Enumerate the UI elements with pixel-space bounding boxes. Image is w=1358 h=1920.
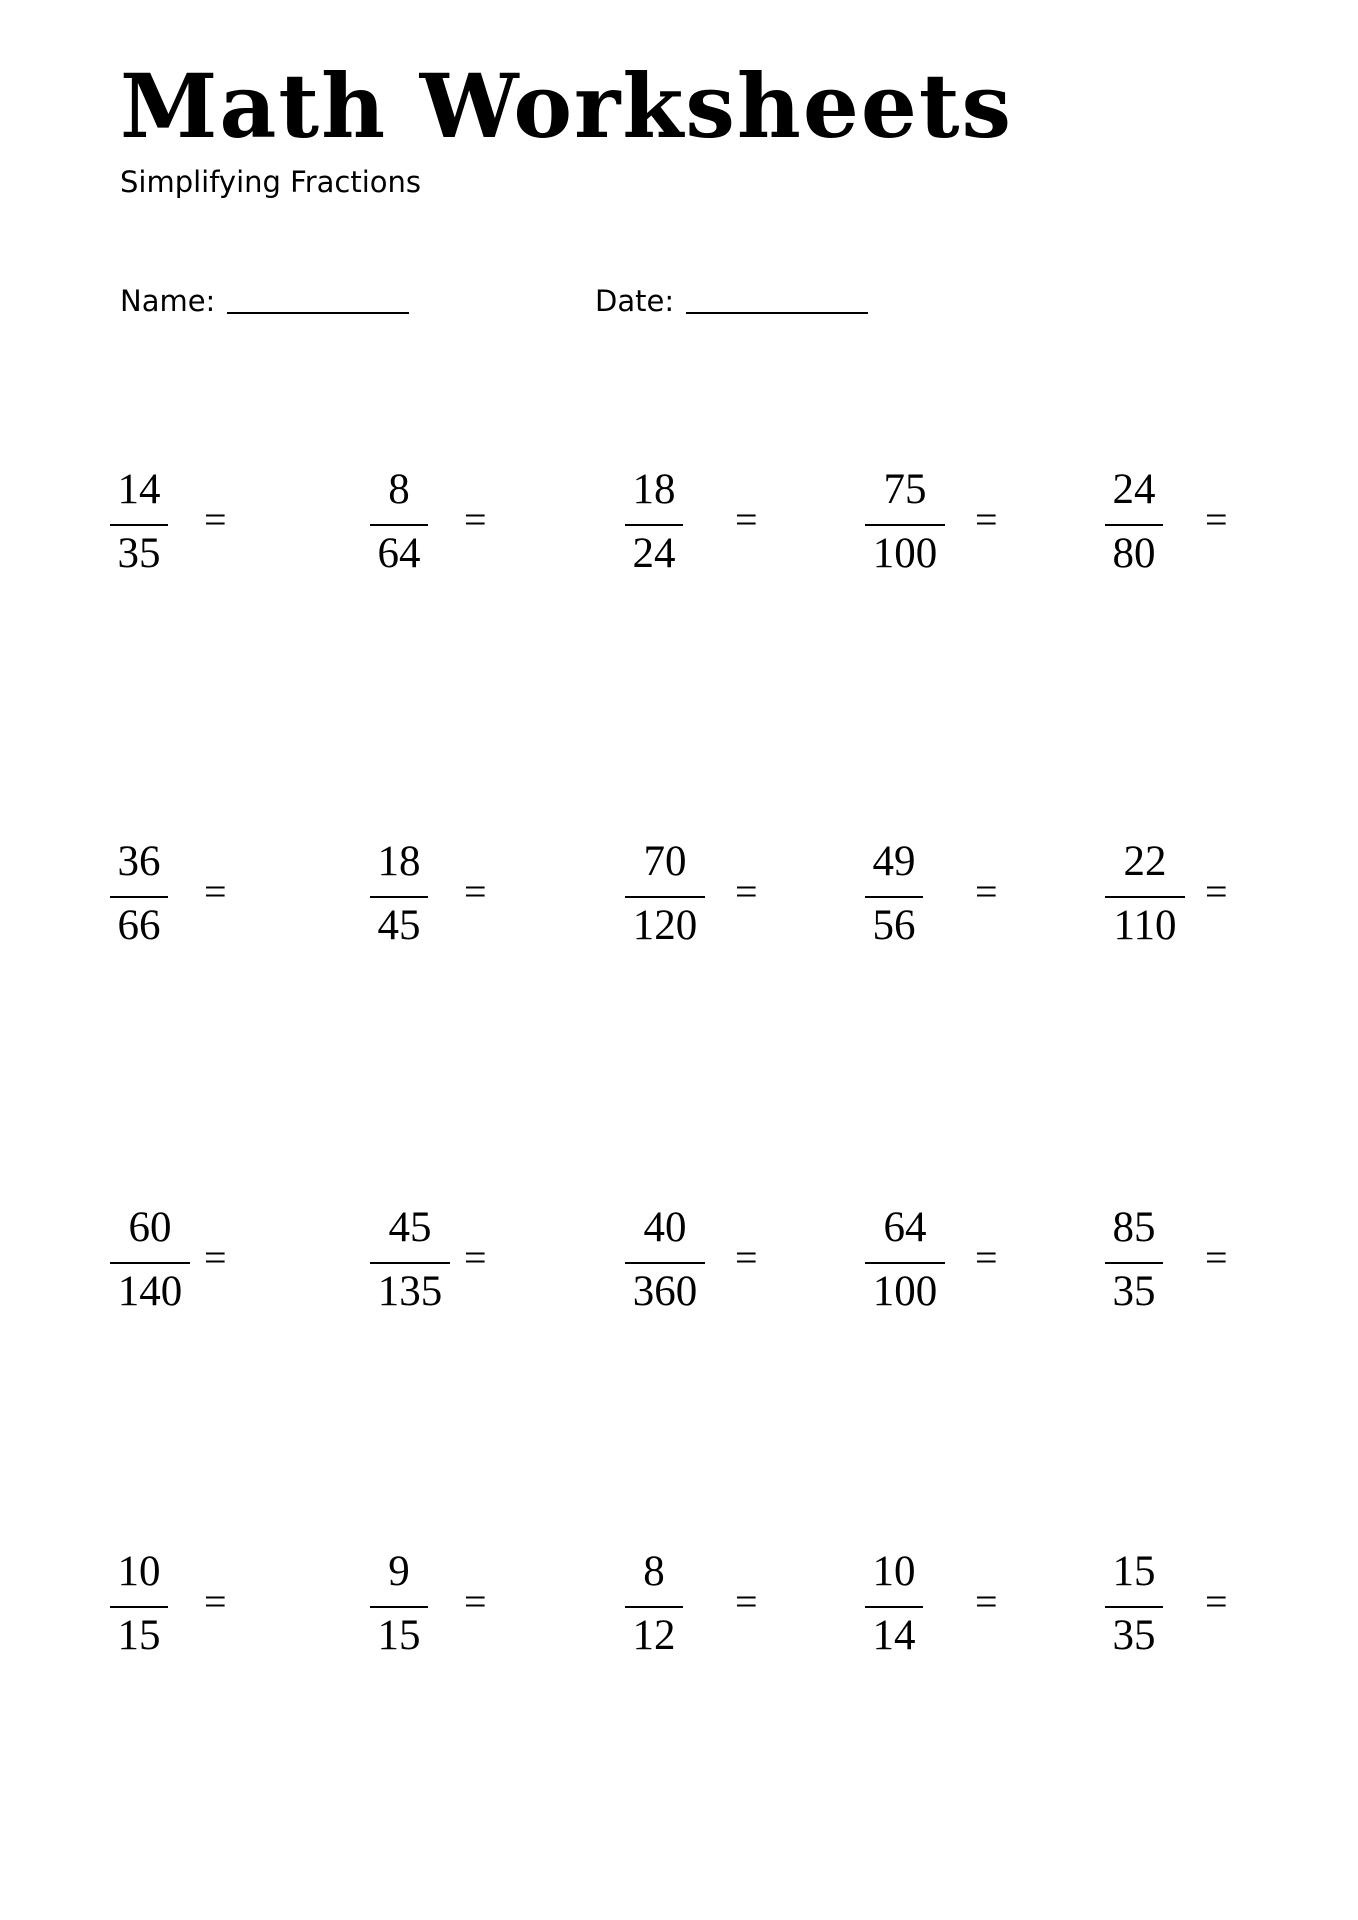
fraction-bar <box>865 896 923 898</box>
fraction <box>625 1540 683 1670</box>
fraction <box>1105 1540 1163 1670</box>
fraction-problem <box>370 1196 630 1326</box>
equals-sign: = <box>464 869 487 914</box>
denominator: 24 <box>632 530 676 577</box>
fraction-bar <box>865 1606 923 1608</box>
denominator: 14 <box>872 1612 916 1659</box>
numerator: 64 <box>883 1204 927 1251</box>
equals-sign: = <box>975 1235 998 1280</box>
denominator: 35 <box>117 530 161 577</box>
equals-sign: = <box>204 497 227 542</box>
fraction-bar <box>625 1606 683 1608</box>
fraction-problem <box>1105 458 1358 588</box>
equals-sign: = <box>735 1235 758 1280</box>
fraction-problem <box>110 1540 370 1670</box>
fraction-problem <box>1105 1196 1358 1326</box>
fraction-bar <box>370 1606 428 1608</box>
fraction-bar <box>1105 1606 1163 1608</box>
fraction-problem <box>865 830 1125 960</box>
numerator: 18 <box>377 838 421 885</box>
numerator: 45 <box>388 1204 432 1251</box>
numerator: 75 <box>883 466 927 513</box>
fraction-problem <box>1105 830 1358 960</box>
date-label: Date: <box>595 284 675 318</box>
fraction <box>370 458 428 588</box>
fraction-problem <box>625 830 885 960</box>
fraction <box>1105 458 1163 588</box>
fraction-bar <box>110 524 168 526</box>
fraction <box>110 1196 190 1326</box>
fraction <box>865 1196 945 1326</box>
equals-sign: = <box>204 1235 227 1280</box>
numerator: 8 <box>643 1548 665 1595</box>
fraction-problem <box>370 830 630 960</box>
denominator: 35 <box>1112 1612 1156 1659</box>
fraction-bar <box>1105 1262 1163 1264</box>
denominator: 15 <box>377 1612 421 1659</box>
fraction-problem <box>865 458 1125 588</box>
denominator: 56 <box>872 902 916 949</box>
numerator: 15 <box>1112 1548 1156 1595</box>
date-field <box>595 276 868 316</box>
fraction <box>370 1196 450 1326</box>
page-title: Math Worksheets <box>120 54 1014 158</box>
denominator: 15 <box>117 1612 161 1659</box>
denominator: 66 <box>117 902 161 949</box>
equals-sign: = <box>204 869 227 914</box>
equals-sign: = <box>735 1579 758 1624</box>
denominator: 135 <box>377 1268 443 1315</box>
equals-sign: = <box>464 1579 487 1624</box>
fraction-problem <box>625 458 885 588</box>
fraction-problem <box>110 830 370 960</box>
fraction-bar <box>1105 524 1163 526</box>
fraction-problem <box>625 1196 885 1326</box>
numerator: 22 <box>1123 838 1167 885</box>
page-subtitle: Simplifying Fractions <box>120 165 422 199</box>
fraction <box>625 1196 705 1326</box>
fraction <box>625 458 683 588</box>
equals-sign: = <box>1205 1579 1228 1624</box>
numerator: 9 <box>388 1548 410 1595</box>
numerator: 70 <box>643 838 687 885</box>
fraction-bar <box>370 524 428 526</box>
fraction <box>110 458 168 588</box>
numerator: 36 <box>117 838 161 885</box>
fraction-bar <box>1105 896 1185 898</box>
equals-sign: = <box>975 497 998 542</box>
denominator: 12 <box>632 1612 676 1659</box>
fraction-bar <box>370 1262 450 1264</box>
fraction-problem <box>865 1540 1125 1670</box>
equals-sign: = <box>464 1235 487 1280</box>
fraction <box>865 458 945 588</box>
denominator: 100 <box>872 1268 938 1315</box>
denominator: 110 <box>1113 902 1177 949</box>
fraction <box>865 1540 923 1670</box>
denominator: 45 <box>377 902 421 949</box>
fraction-problem <box>110 1196 370 1326</box>
fraction <box>370 830 428 960</box>
fraction-bar <box>110 1262 190 1264</box>
denominator: 360 <box>632 1268 698 1315</box>
fraction-bar <box>110 1606 168 1608</box>
fraction-problem <box>370 458 630 588</box>
denominator: 35 <box>1112 1268 1156 1315</box>
fraction-problem <box>865 1196 1125 1326</box>
name-label: Name: <box>120 284 216 318</box>
equals-sign: = <box>1205 497 1228 542</box>
date-blank-line[interactable] <box>686 312 868 314</box>
fraction <box>865 830 923 960</box>
numerator: 8 <box>388 466 410 513</box>
fraction-problem <box>1105 1540 1358 1670</box>
fraction-bar <box>625 524 683 526</box>
denominator: 80 <box>1112 530 1156 577</box>
fraction-problem <box>110 458 370 588</box>
numerator: 18 <box>632 466 676 513</box>
numerator: 40 <box>643 1204 687 1251</box>
numerator: 85 <box>1112 1204 1156 1251</box>
fraction <box>110 830 168 960</box>
equals-sign: = <box>975 1579 998 1624</box>
name-blank-line[interactable] <box>227 312 409 314</box>
fraction <box>110 1540 168 1670</box>
name-field <box>120 276 409 316</box>
numerator: 60 <box>128 1204 172 1251</box>
equals-sign: = <box>204 1579 227 1624</box>
numerator: 24 <box>1112 466 1156 513</box>
fraction-problem <box>625 1540 885 1670</box>
fraction <box>625 830 705 960</box>
equals-sign: = <box>975 869 998 914</box>
numerator: 10 <box>872 1548 916 1595</box>
fraction-bar <box>865 524 945 526</box>
equals-sign: = <box>1205 869 1228 914</box>
fraction <box>370 1540 428 1670</box>
denominator: 100 <box>872 530 938 577</box>
equals-sign: = <box>464 497 487 542</box>
numerator: 49 <box>872 838 916 885</box>
fraction-problem <box>370 1540 630 1670</box>
equals-sign: = <box>735 497 758 542</box>
fraction <box>1105 830 1185 960</box>
fraction-bar <box>110 896 168 898</box>
fraction <box>1105 1196 1163 1326</box>
numerator: 14 <box>117 466 161 513</box>
denominator: 140 <box>117 1268 183 1315</box>
numerator: 10 <box>117 1548 161 1595</box>
fraction-bar <box>865 1262 945 1264</box>
fraction-bar <box>625 896 705 898</box>
denominator: 64 <box>377 530 421 577</box>
equals-sign: = <box>1205 1235 1228 1280</box>
equals-sign: = <box>735 869 758 914</box>
denominator: 120 <box>632 902 698 949</box>
fraction-bar <box>625 1262 705 1264</box>
fraction-bar <box>370 896 428 898</box>
